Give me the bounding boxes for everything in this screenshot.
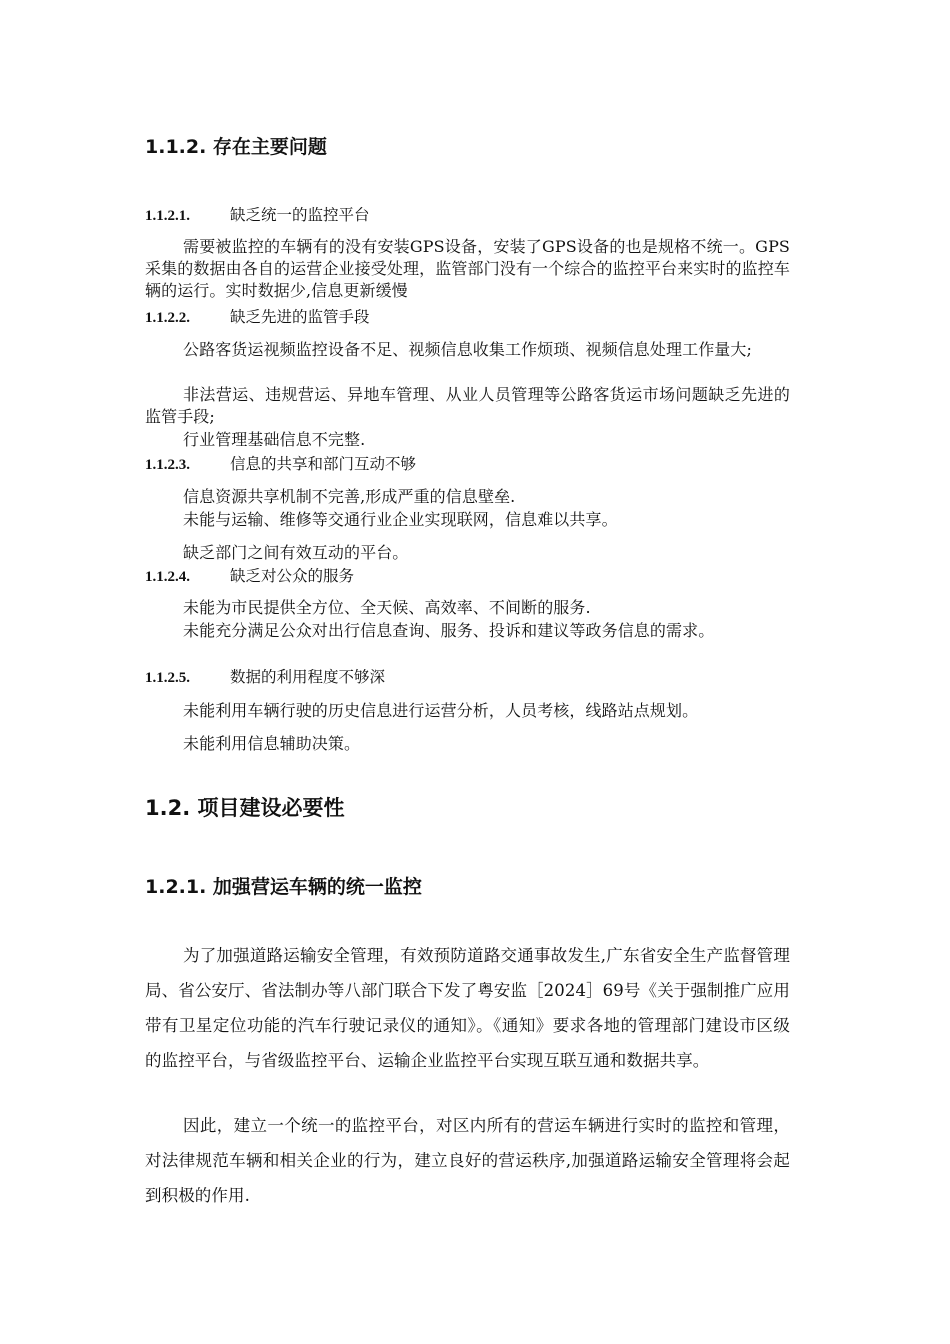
paragraph: 未能利用信息辅助决策。 [183,734,361,753]
paragraph: 未能为市民提供全方位、全天候、高效率、不间断的服务. [183,598,591,617]
heading-1-1-2-5 [145,666,385,689]
paragraph: 因此，建立一个统一的监控平台，对区内所有的营运车辆进行实时的监控和管理，对法律规范车辆和相关企业的行为，建立良好的营运秩序,加强道路运输安全管理将会起到积极的作用. [145,1116,790,1205]
paragraph: 行业管理基础信息不完整. [183,430,366,449]
heading-number: 1.1.2.1. [145,208,190,224]
paragraph: 未能与运输、维修等交通行业企业实现联网，信息难以共享。 [183,510,618,529]
heading-title: 缺乏对公众的服务 [230,567,355,585]
paragraph: 非法营运、违规营运、异地车管理、从业人员管理等公路客货运市场问题缺乏先进的监管手段; [145,385,790,426]
heading-title: 数据的利用程度不够深 [230,668,386,686]
paragraph: 信息资源共享机制不完善,形成严重的信息壁垒. [183,487,516,506]
heading-number: 1.1.2.2. [145,310,190,326]
heading-1-1-2-1 [145,204,370,227]
paragraph: 缺乏部门之间有效互动的平台。 [183,543,409,562]
heading-title: 缺乏统一的监控平台 [230,206,370,224]
heading-1-1-2: 1.1.2. 存在主要问题 [145,136,327,158]
heading-number: 1.1.2.4. [145,569,190,585]
heading-1-2-1: 1.2.1. 加强营运车辆的统一监控 [145,876,422,898]
paragraph: 公路客货运视频监控设备不足、视频信息收集工作烦琐、视频信息处理工作量大; [183,340,752,359]
heading-1-1-2-2 [145,306,370,329]
heading-1-1-2-4 [145,565,354,588]
heading-1-2: 1.2. 项目建设必要性 [145,796,345,820]
paragraph: 未能利用车辆行驶的历史信息进行运营分析，人员考核，线路站点规划。 [183,701,699,720]
heading-title: 缺乏先进的监管手段 [230,308,370,326]
heading-title: 信息的共享和部门互动不够 [230,455,417,473]
paragraph: 需要被监控的车辆有的没有安装GPS设备，安装了GPS设备的也是规格不统一。GPS采集的数据由各自的运营企业接受处理，监管部门没有一个综合的监控平台来实时的监控车辆的运行。实时数据少,信息更新缓慢 [145,237,790,300]
heading-number: 1.1.2.5. [145,670,190,686]
heading-1-1-2-3 [145,453,416,476]
paragraph: 为了加强道路运输安全管理，有效预防道路交通事故发生,广东省安全生产监督管理局、省公安厅、省法制办等八部门联合下发了粤安监［2024］69号《关于强制推广应用带有卫星定位功能的汽车行驶记录仪的通知》。《通知》要求各地的管理部门建设市区级的监控平台，与省级监控平台、运输企业监控平台实现互联互通和数据共享。 [145,946,790,1070]
paragraph: 未能充分满足公众对出行信息查询、服务、投诉和建议等政务信息的需求。 [183,621,715,640]
heading-number: 1.1.2.3. [145,457,190,473]
